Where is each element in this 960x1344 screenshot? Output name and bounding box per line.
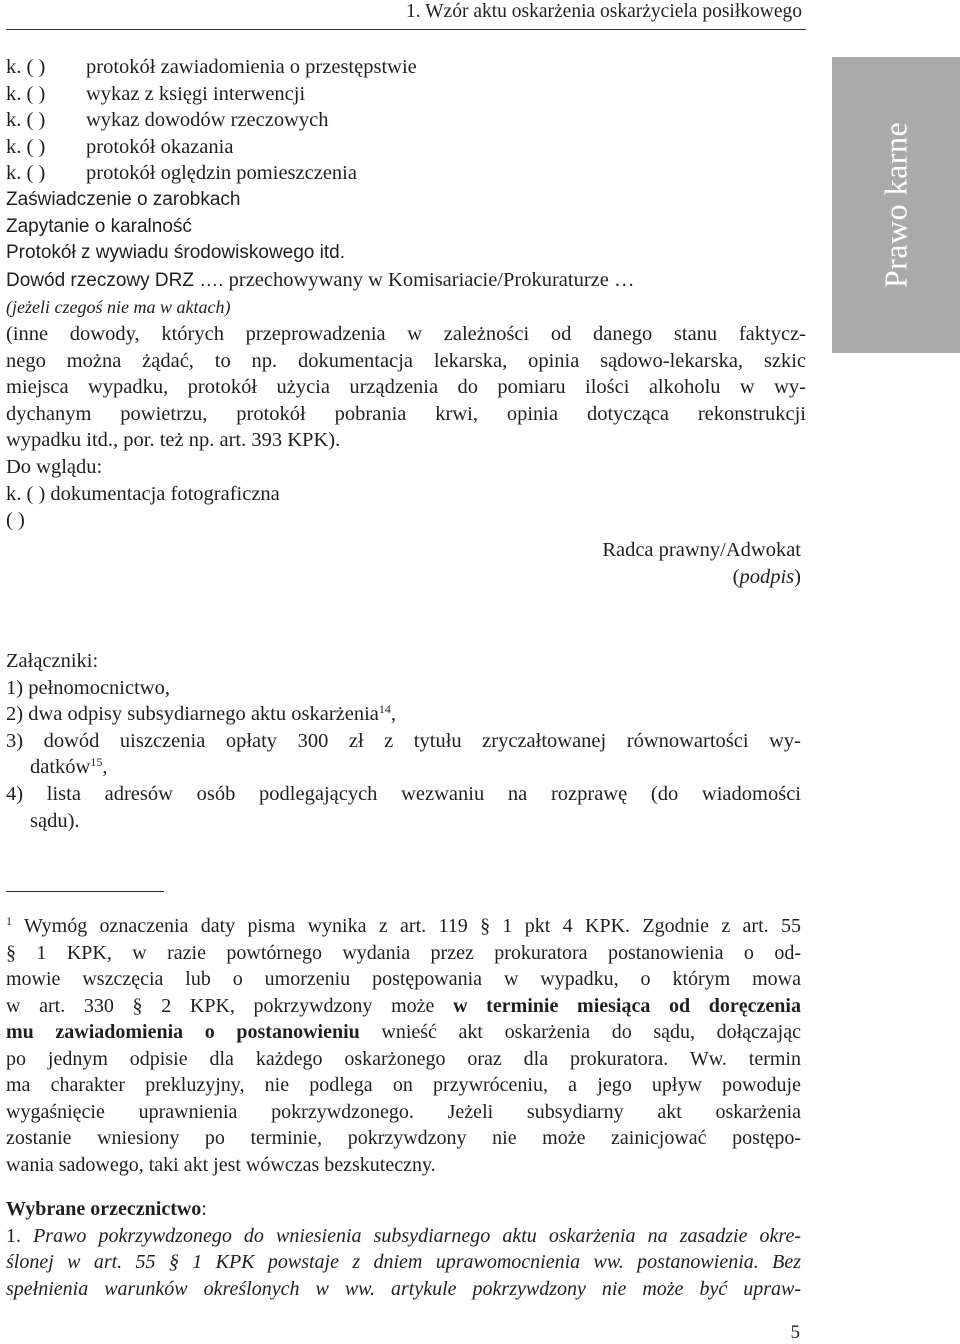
side-tab bbox=[832, 57, 960, 353]
case-law-heading: Wybrane orzecznictwo bbox=[6, 1198, 202, 1220]
page-number: 5 bbox=[790, 1322, 800, 1343]
evidence-list bbox=[6, 54, 806, 534]
attachment-item: 4) lista adresów osób podlegających wezwaniu na rozprawę (do wiadomości bbox=[6, 782, 801, 805]
footnote-line: mowie wszczęcia lub o umorzeniu postępowania w wypadku, o którym mowa bbox=[6, 968, 801, 990]
other-evidence-line: (inne dowody, których przeprowadzenia w zależności od danego stanu faktycz- bbox=[6, 322, 806, 345]
inspection-heading: Do wglądu: bbox=[6, 455, 103, 478]
footnote-line bbox=[6, 913, 801, 940]
attachments-heading: Załączniki: bbox=[6, 650, 99, 672]
case-line: spełnienia warunków określonych w ww. artykule pokrzywdzony nie może być upraw- bbox=[6, 1277, 801, 1300]
footnote-line-text bbox=[6, 995, 801, 1017]
sans-line: Protokół z wywiadu środowiskowego itd. bbox=[6, 242, 345, 264]
other-evidence-line: dychanym powietrzu, protokół pobrania krwi, opinia dotycząca rekonstrukcji bbox=[6, 402, 806, 425]
attachment-item: 3) dowód uiszczenia opłaty 300 zł z tytułu zryczałtowanej równowartości wy- bbox=[6, 729, 801, 752]
case-line: ślonej w art. 55 § 1 KPK powstaje z dniem uprawomocnienia ww. postanowienia. Bez bbox=[6, 1251, 801, 1273]
sans-line: Zapytanie o karalność bbox=[6, 215, 192, 237]
other-evidence-last: wypadku itd., por. też np. art. 393 KPK). bbox=[6, 429, 341, 452]
footnote-text: w art. 330 § 2 KPK, pokrzywdzony może bbox=[6, 994, 454, 1017]
evidence-item bbox=[6, 54, 806, 81]
evidence-text: protokół okazania bbox=[86, 135, 234, 158]
attachment-end: , bbox=[390, 703, 397, 726]
evidence-item bbox=[6, 160, 806, 187]
attachments bbox=[6, 648, 801, 834]
evidence-item bbox=[6, 107, 806, 134]
footnote-line: zostanie wniesiony po terminie, pokrzywdzony nie może zainicjować postępo- bbox=[6, 1127, 801, 1149]
case-line bbox=[6, 1223, 801, 1250]
footnote-line: § 1 KPK, w razie powtórnego wydania przez prokuratora postanowienia o od- bbox=[6, 941, 801, 964]
evidence-mark: k. ( ) bbox=[6, 135, 46, 158]
case-law-colon: : bbox=[201, 1198, 207, 1220]
evidence-item bbox=[6, 81, 806, 108]
other-evidence-line: nego można żądać, to np. dokumentacja lekarska, opinia sądowo-lekarska, szkic bbox=[6, 349, 806, 372]
footnote-text: wnieść akt oskarżenia do sądu, dołączając bbox=[359, 1021, 801, 1043]
evidence-text: protokół zawiadomienia o przestępstwie bbox=[86, 56, 417, 78]
footnote-line: po jednym odpisie dla każdego oskarżonego oraz dla prokuratora. Ww. termin bbox=[6, 1047, 801, 1070]
attachment-text: 2) dwa odpisy subsydiarnego aktu oskarżenia bbox=[6, 703, 379, 726]
signature-note bbox=[6, 564, 801, 591]
signature-word: podpis bbox=[739, 565, 795, 588]
evidence-text: wykaz dowodów rzeczowych bbox=[86, 109, 329, 132]
footnote-line: wania sadowego, taki akt jest wówczas bezskuteczny. bbox=[6, 1153, 436, 1176]
paren-open: ( bbox=[732, 565, 740, 588]
evidence-mark: k. ( ) bbox=[6, 162, 46, 185]
footnote bbox=[6, 913, 801, 1178]
footnote-bold: w terminie miesiąca od doręczenia bbox=[453, 994, 801, 1017]
footnote-line-text bbox=[6, 1021, 801, 1043]
inspection-item: k. ( ) dokumentacja fotograficzna bbox=[6, 482, 280, 505]
running-header: 1. Wzór aktu oskarżenia oskarżyciela posiłkowego bbox=[406, 1, 802, 22]
case-law-heading-line bbox=[6, 1196, 801, 1223]
header-rule bbox=[6, 29, 806, 30]
evidence-mark: k. ( ) bbox=[6, 109, 46, 132]
footnote-rule bbox=[6, 891, 164, 892]
other-evidence-line: miejsca wypadku, protokół użycia urządzenia do pomiaru ilości alkoholu w wy- bbox=[6, 376, 806, 399]
physical-evidence-line bbox=[6, 267, 806, 295]
physical-evidence-label: Dowód rzeczowy DRZ …. bbox=[6, 269, 224, 291]
sans-line: Zaświadczenie o zarobkach bbox=[6, 188, 241, 210]
attachment-item bbox=[6, 701, 801, 728]
footnote-line bbox=[6, 1019, 801, 1046]
case-law bbox=[6, 1196, 801, 1302]
footnote-number: 1 bbox=[6, 914, 12, 928]
evidence-text: wykaz z księgi interwencji bbox=[86, 82, 306, 105]
footnote-text bbox=[6, 915, 801, 937]
footnote-line bbox=[6, 993, 801, 1020]
case-line-text bbox=[6, 1225, 801, 1247]
ellipsis-line: ( ) bbox=[6, 509, 25, 532]
side-tab-label: Prawo karne bbox=[877, 121, 914, 289]
attachment-end: , bbox=[102, 756, 108, 779]
evidence-text: protokół oględzin pomieszczenia bbox=[86, 162, 357, 185]
attachment-item-cont: sądu). bbox=[30, 809, 80, 832]
storage-note: przechowywany w Komisariacie/Prokuraturze … bbox=[228, 268, 635, 291]
footnote-line: wygaśnięcie uprawnienia pokrzywdzonego. Jeżeli subsydiarny akt oskarżenia bbox=[6, 1100, 801, 1123]
footnote-bold: mu zawiadomienia o postanowieniu bbox=[6, 1021, 360, 1043]
signatory: Radca prawny/Adwokat bbox=[602, 539, 801, 561]
evidence-item bbox=[6, 134, 806, 161]
attachment-text: datków bbox=[30, 756, 91, 779]
case-number: 1. bbox=[6, 1224, 34, 1247]
case-text: Prawo pokrzywdzonego do wniesienia subsydiarnego aktu oskarżenia na zasadzie okre- bbox=[33, 1224, 802, 1247]
signature-block bbox=[6, 537, 801, 590]
if-missing-note: (jeżeli czegoś nie ma w aktach) bbox=[6, 297, 231, 318]
evidence-mark: k. ( ) bbox=[6, 56, 46, 78]
paren-close: ) bbox=[794, 565, 801, 588]
footnote-line: ma charakter prekluzyjny, nie podlega on przywróceniu, a jego upływ powoduje bbox=[6, 1074, 801, 1096]
evidence-mark: k. ( ) bbox=[6, 82, 46, 105]
footnote-line-text: Wymóg oznaczenia daty pisma wynika z art. 119 § 1 pkt 4 KPK. Zgodnie z art. 55 bbox=[23, 915, 801, 937]
attachment-item-cont bbox=[6, 754, 801, 781]
attachment-item: 1) pełnomocnictwo, bbox=[6, 676, 170, 699]
footnote-ref: 14 bbox=[378, 702, 391, 717]
footnote-ref: 15 bbox=[90, 755, 103, 770]
